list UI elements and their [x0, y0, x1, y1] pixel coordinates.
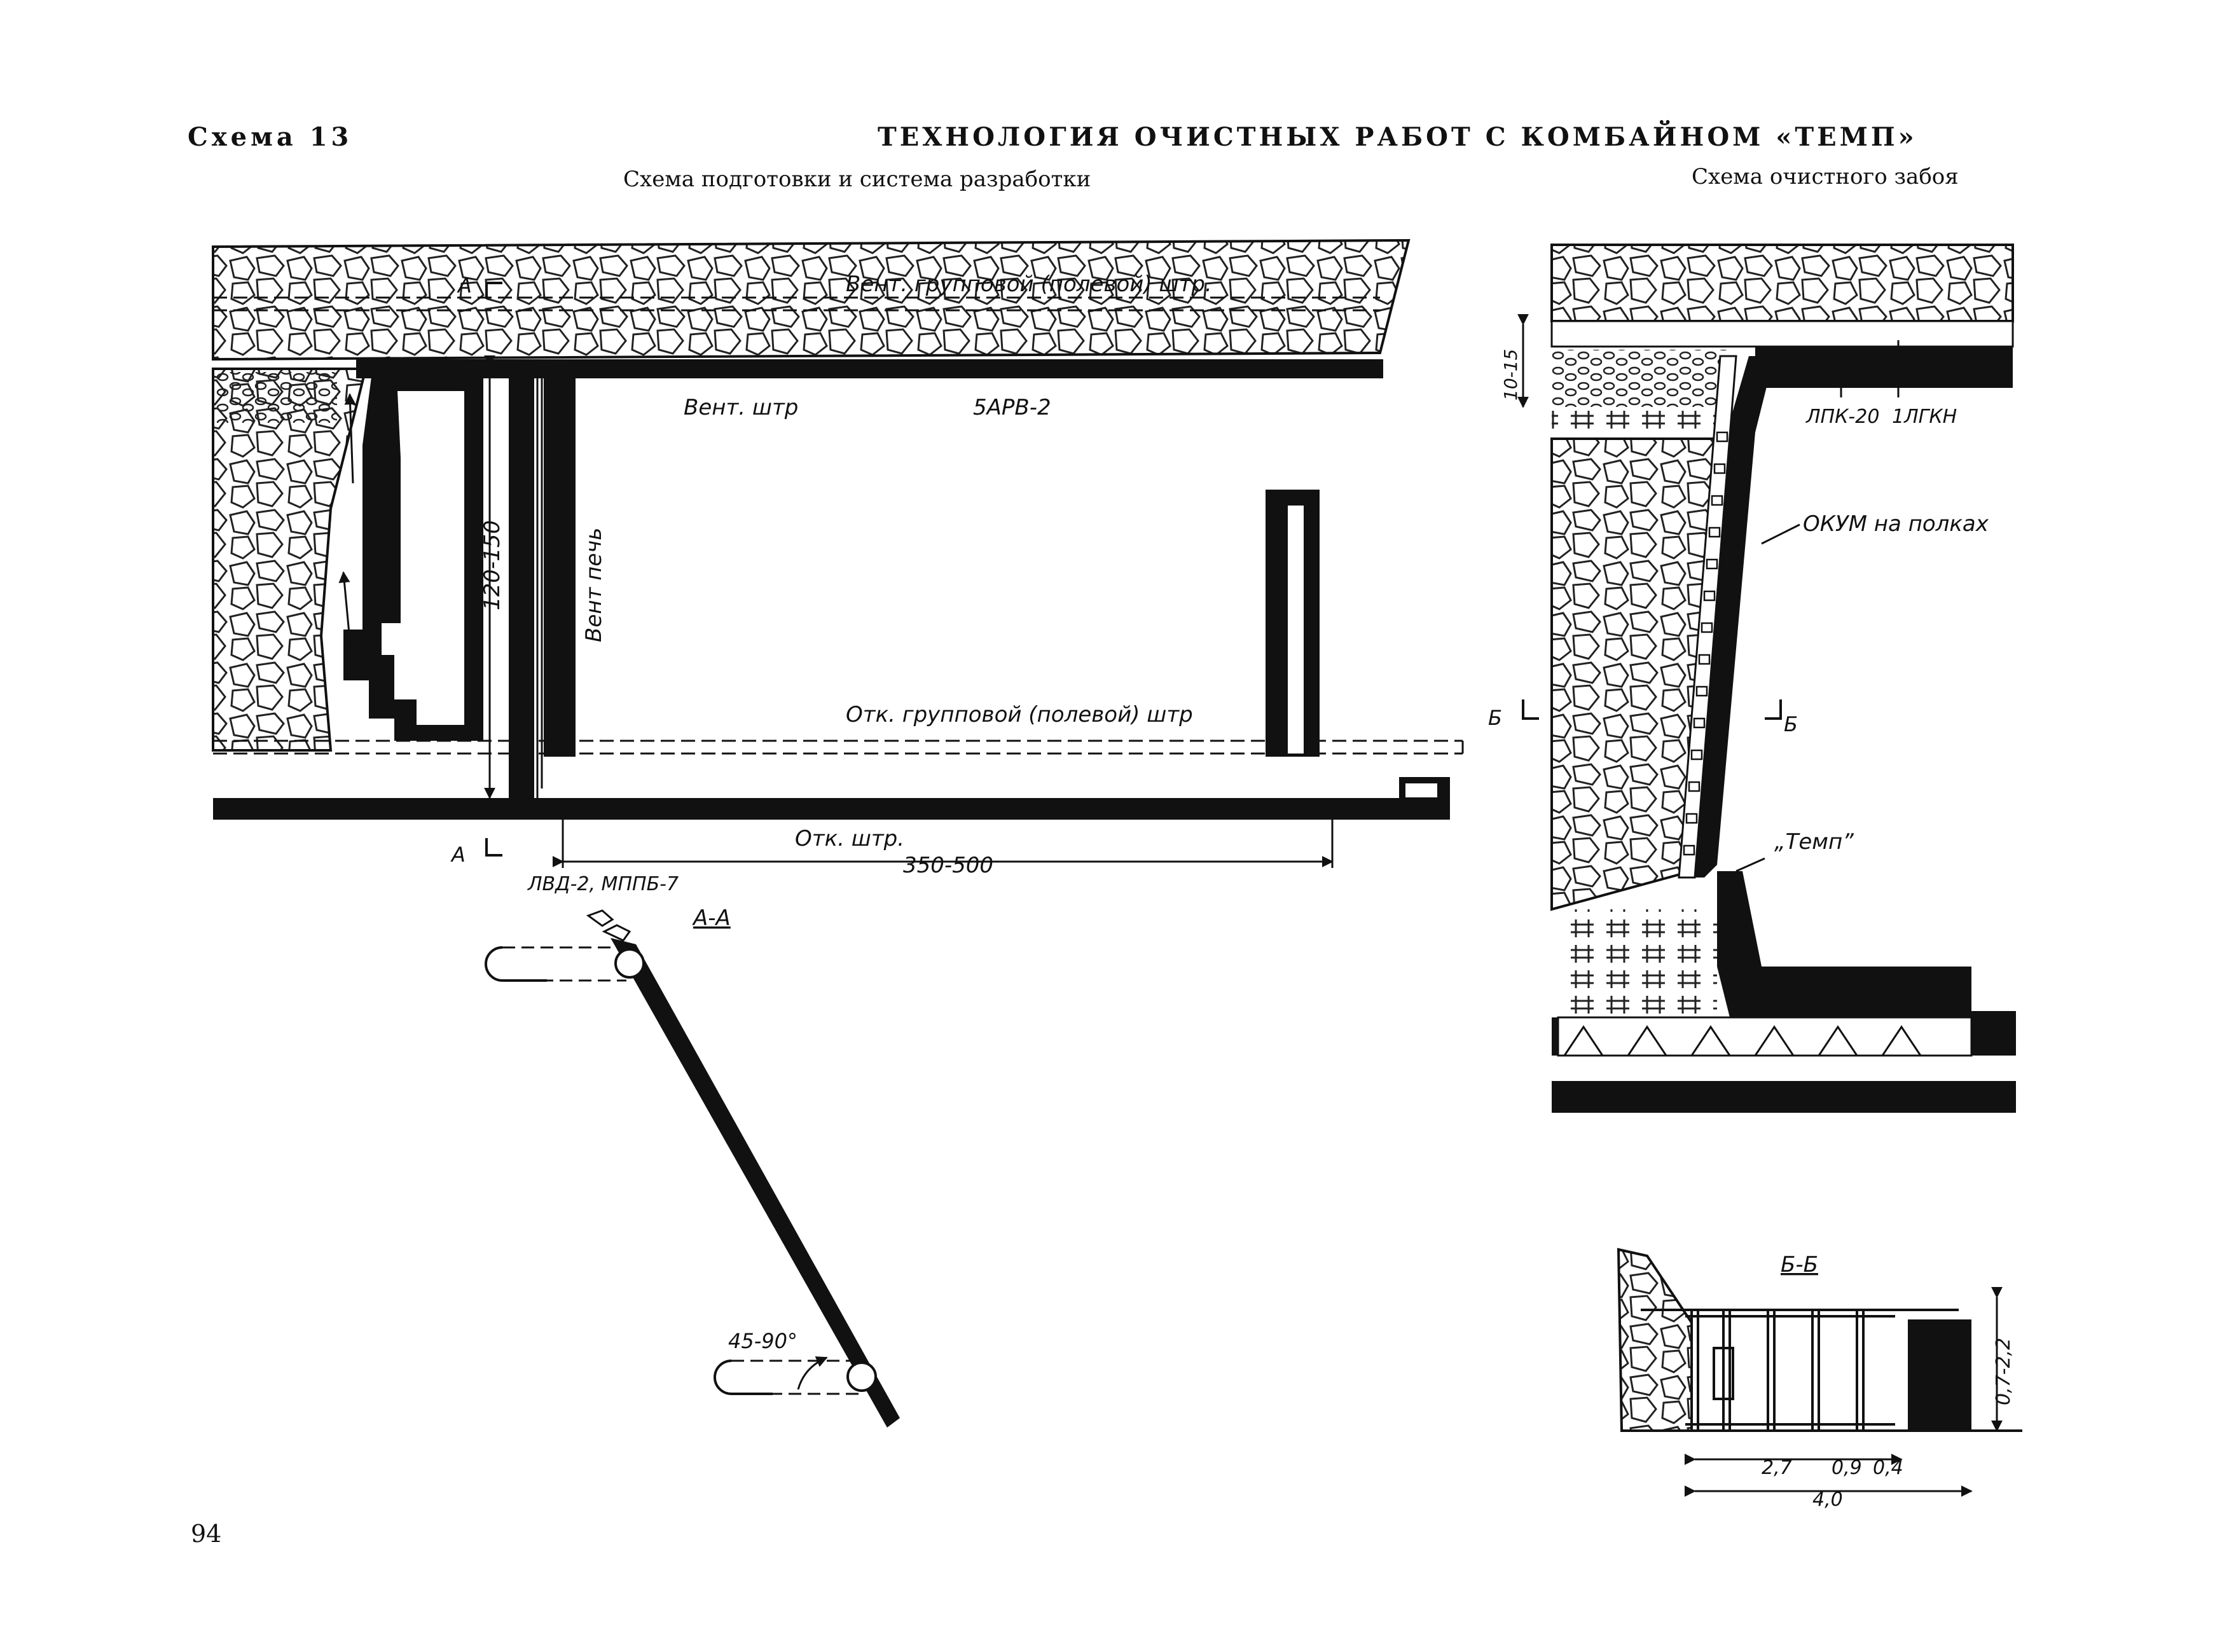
label-conveyors: ЛВД-2, МППБ-7 — [528, 873, 679, 895]
label-length-range: 350-500 — [903, 853, 994, 878]
label-face-height: 10-15 — [1500, 348, 1521, 401]
label-height-range: 120-150 — [480, 520, 505, 610]
label-haul-drift: Отк. штр. — [795, 826, 905, 851]
label-vent-drift: Вент. штр — [684, 395, 799, 420]
label-section-a-bottom: А — [452, 843, 466, 867]
label-section-b-right: Б — [1784, 712, 1798, 736]
rock-hatching-top — [213, 240, 1409, 359]
label-vent-raise: Вент печь — [581, 527, 607, 642]
bb-coal-block — [1908, 1319, 1971, 1431]
label-fan: 5АРВ-2 — [973, 395, 1051, 420]
label-dim-3: 0,4 — [1873, 1457, 1903, 1479]
subtitle-face: Схема очистного забоя — [1692, 164, 1959, 189]
haul-drift — [213, 798, 1450, 820]
page-number: 94 — [191, 1520, 222, 1548]
vent-raise — [509, 362, 534, 801]
rock-hatching-face-top — [1552, 245, 2013, 321]
label-dim-height: 0,7-2,2 — [1992, 1337, 2015, 1405]
inclined-seam — [611, 938, 900, 1428]
subtitle-plan: Схема подготовки и система разработки — [623, 167, 1091, 192]
label-section-b-left: Б — [1488, 706, 1502, 730]
rock-hatching-left — [213, 369, 366, 750]
label-dim-2: 0,9 — [1832, 1457, 1862, 1479]
label-dim-total: 4,0 — [1812, 1489, 1843, 1511]
section-bb — [1618, 1249, 2022, 1511]
label-haul-group-drift: Отк. групповой (полевой) штр — [846, 702, 1193, 727]
scheme-number: Схема 13 — [188, 122, 353, 152]
label-combine: „Темп” — [1774, 829, 1854, 855]
label-conveyor-1: ЛПК-20 — [1806, 406, 1880, 428]
rock-hatching-bb — [1618, 1249, 1692, 1431]
gravel-fill — [216, 372, 337, 423]
label-section-bb-title: Б-Б — [1781, 1252, 1818, 1277]
section-aa — [486, 905, 900, 1428]
label-dim-1: 2,7 — [1762, 1457, 1792, 1479]
page-title: ТЕХНОЛОГИЯ ОЧИСТНЫХ РАБОТ С КОМБАЙНОМ «ТЕМП» — [878, 122, 1917, 152]
plan-view — [213, 240, 1463, 895]
label-section-a-top: А — [458, 273, 472, 298]
label-support: ОКУМ на полках — [1803, 511, 1989, 537]
label-section-aa-title: А-А — [693, 905, 731, 931]
label-vent-group-drift: Вент. групповой (полевой) штр. — [846, 272, 1212, 297]
gravel-face — [1552, 350, 1727, 407]
label-angle: 45-90° — [728, 1329, 797, 1353]
label-conveyor-2: 1ЛГКН — [1892, 406, 1957, 428]
face-scheme — [1488, 245, 2016, 1113]
